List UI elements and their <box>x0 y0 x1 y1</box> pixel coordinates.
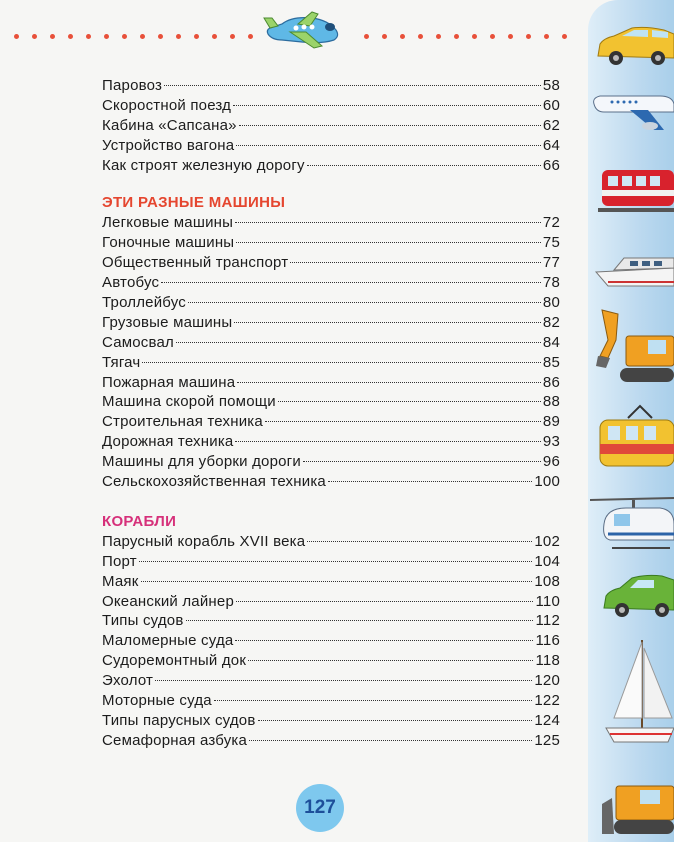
toc-entry-page: 108 <box>534 572 560 590</box>
toc-entry[interactable] <box>102 76 560 96</box>
dot-leader <box>235 640 533 641</box>
toc-entry-title: Машины для уборки дороги <box>102 453 301 471</box>
toc-entry-page: 93 <box>542 433 560 451</box>
dot-leader <box>186 620 534 621</box>
page-number-badge: 127 <box>296 784 344 832</box>
toc-section-ships <box>102 512 560 751</box>
toc-entry-page: 58 <box>542 77 560 94</box>
toc-entry-title: Эхолот <box>102 672 154 690</box>
toc-entry-title: Самосвал <box>102 333 174 351</box>
toc-entry-title: Гоночные машины <box>102 234 235 252</box>
toc-entry-title: Сельскохозяйственная техника <box>102 473 326 491</box>
toc-entry-page: 80 <box>542 294 560 312</box>
excavator-illustration <box>596 306 674 386</box>
toc-entry-page: 62 <box>542 116 560 134</box>
toc-entry[interactable] <box>102 572 560 592</box>
toc-entry-title: Скоростной поезд <box>102 96 232 114</box>
plane-illustration <box>262 10 348 56</box>
toc-entry[interactable] <box>102 253 560 273</box>
toc-entry-title: Маломерные суда <box>102 632 234 650</box>
toc-entry-page: 124 <box>534 711 560 729</box>
toc-entry[interactable] <box>102 452 560 472</box>
dot-leader <box>307 165 541 166</box>
toc-entry[interactable] <box>102 611 560 631</box>
toc-entry-title: Грузовые машины <box>102 313 233 331</box>
helicopter-illustration <box>590 494 674 556</box>
toc-entry-title: Дорожная техника <box>102 433 234 451</box>
toc-entry-page: 84 <box>542 333 560 351</box>
toc-entry[interactable] <box>102 412 560 432</box>
toc-entry-title: Порт <box>102 552 137 570</box>
dot-leader <box>235 222 541 223</box>
toc-entry[interactable] <box>102 213 560 233</box>
toc-entry-title: Типы парусных судов <box>102 711 256 729</box>
section-title: ЭТИ РАЗНЫЕ МАШИНЫ <box>102 194 286 212</box>
toc-entry-page: 60 <box>542 96 560 114</box>
toc-entry-page: 86 <box>542 373 560 391</box>
toc-entry-title: Строительная техника <box>102 413 263 431</box>
toc-entry-page: 110 <box>535 592 560 610</box>
dot-leader <box>265 421 541 422</box>
toc-entry-page: 102 <box>534 532 560 550</box>
dot-leader <box>155 680 532 681</box>
toc-entry-page: 122 <box>534 692 560 710</box>
toc-entry[interactable] <box>102 293 560 313</box>
toc-entry[interactable] <box>102 156 560 176</box>
toc-entry-page: 72 <box>542 214 560 232</box>
toc-entry-title: Тягач <box>102 353 141 371</box>
dot-leader <box>235 441 540 442</box>
toc-entry-title: Машина скорой помощи <box>102 393 276 411</box>
dot-leader <box>176 342 541 343</box>
toc-entry-page: 116 <box>535 632 560 650</box>
toc-entry-title: Автобус <box>102 274 160 292</box>
dot-leader <box>236 145 541 146</box>
dot-leader <box>233 105 541 106</box>
toc-entry[interactable] <box>102 631 560 651</box>
dot-leader <box>142 362 540 363</box>
dot-leader <box>236 601 533 602</box>
toc-entry-page: 112 <box>535 612 560 630</box>
toc-entry[interactable] <box>102 313 560 333</box>
toc-entry-title: Устройство вагона <box>102 136 235 154</box>
dot-leader <box>141 581 533 582</box>
table-of-contents <box>102 76 560 751</box>
dot-leader <box>258 720 533 721</box>
toc-entry-page: 125 <box>534 731 560 749</box>
dot-leader <box>214 700 533 701</box>
dot-leader <box>307 541 532 542</box>
toc-entry-page: 100 <box>534 473 560 491</box>
toc-entry[interactable] <box>102 651 560 671</box>
toc-entry[interactable] <box>102 691 560 711</box>
bulldozer-illustration <box>602 774 674 836</box>
car-illustration <box>592 20 674 70</box>
toc-entry[interactable] <box>102 273 560 293</box>
dot-leader <box>249 740 532 741</box>
toc-entry-page: 89 <box>542 413 560 431</box>
toc-entry-title: Как строят железную дорогу <box>102 156 305 174</box>
toc-entry-title: Моторные суда <box>102 692 212 710</box>
toc-entry[interactable] <box>102 136 560 156</box>
toc-entry-title: Пожарная машина <box>102 373 236 391</box>
toc-entry-page: 66 <box>542 156 560 174</box>
section-title: КОРАБЛИ <box>102 512 177 530</box>
toc-entry-title: Океанский лайнер <box>102 592 234 610</box>
toc-entry[interactable] <box>102 233 560 253</box>
toc-entry-page: 120 <box>534 672 560 690</box>
dot-leader <box>161 282 541 283</box>
toc-entry-title: Троллейбус <box>102 294 186 312</box>
toc-entry[interactable] <box>102 373 560 393</box>
toc-entry-page: 118 <box>535 652 560 670</box>
toc-entry[interactable] <box>102 333 560 353</box>
toc-entry-title: Легковые машины <box>102 214 234 232</box>
toc-entry[interactable] <box>102 711 560 731</box>
decorative-dots-right <box>364 34 567 44</box>
toc-section-railways <box>102 76 560 175</box>
dot-leader <box>234 322 541 323</box>
dot-leader <box>236 242 541 243</box>
toc-entry[interactable] <box>102 96 560 116</box>
green-car-illustration <box>602 572 674 622</box>
toc-entry-page: 104 <box>534 552 560 570</box>
toc-entry-title: Типы судов <box>102 612 184 630</box>
dot-leader <box>278 401 541 402</box>
toc-entry-page: 77 <box>542 254 560 272</box>
sailboat-illustration <box>602 636 674 748</box>
dot-leader <box>328 481 532 482</box>
toc-entry-title: Судоремонтный док <box>102 652 247 670</box>
toc-entry-page: 75 <box>542 234 560 252</box>
toc-entry-title: Кабина «Сапсана» <box>102 116 237 134</box>
toc-entry-title: Парусный корабль XVII века <box>102 532 306 550</box>
dot-leader <box>239 125 541 126</box>
toc-entry-page: 88 <box>542 393 560 411</box>
toc-entry[interactable] <box>102 532 560 552</box>
dot-leader <box>237 382 541 383</box>
boat-illustration <box>594 248 674 290</box>
toc-entry[interactable] <box>102 731 560 751</box>
tram-illustration <box>598 404 674 472</box>
toc-entry-page: 64 <box>542 136 560 154</box>
dot-leader <box>248 660 533 661</box>
dot-leader <box>290 262 541 263</box>
toc-entry[interactable] <box>102 392 560 412</box>
airliner-illustration <box>590 82 674 140</box>
toc-entry[interactable] <box>102 552 560 572</box>
toc-entry[interactable] <box>102 353 560 373</box>
toc-entry-title: Паровоз <box>102 77 163 94</box>
toc-entry[interactable] <box>102 671 560 691</box>
toc-entry[interactable] <box>102 472 560 492</box>
toc-entry-title: Семафорная азбука <box>102 731 248 749</box>
toc-entry-page: 82 <box>542 313 560 331</box>
dot-leader <box>139 561 533 562</box>
toc-entry-title: Маяк <box>102 572 139 590</box>
dot-leader <box>188 302 541 303</box>
toc-entry-page: 78 <box>542 274 560 292</box>
dot-leader <box>164 85 541 86</box>
toc-entry[interactable] <box>102 116 560 136</box>
toc-entry[interactable] <box>102 432 560 452</box>
toc-entry-title: Общественный транспорт <box>102 254 289 272</box>
train-illustration <box>598 160 674 216</box>
toc-entry[interactable] <box>102 592 560 612</box>
toc-entry-page: 85 <box>542 353 560 371</box>
dot-leader <box>303 461 541 462</box>
toc-section-cars <box>102 193 560 491</box>
toc-entry-page: 96 <box>542 453 560 471</box>
decorative-dots-left <box>14 34 253 44</box>
